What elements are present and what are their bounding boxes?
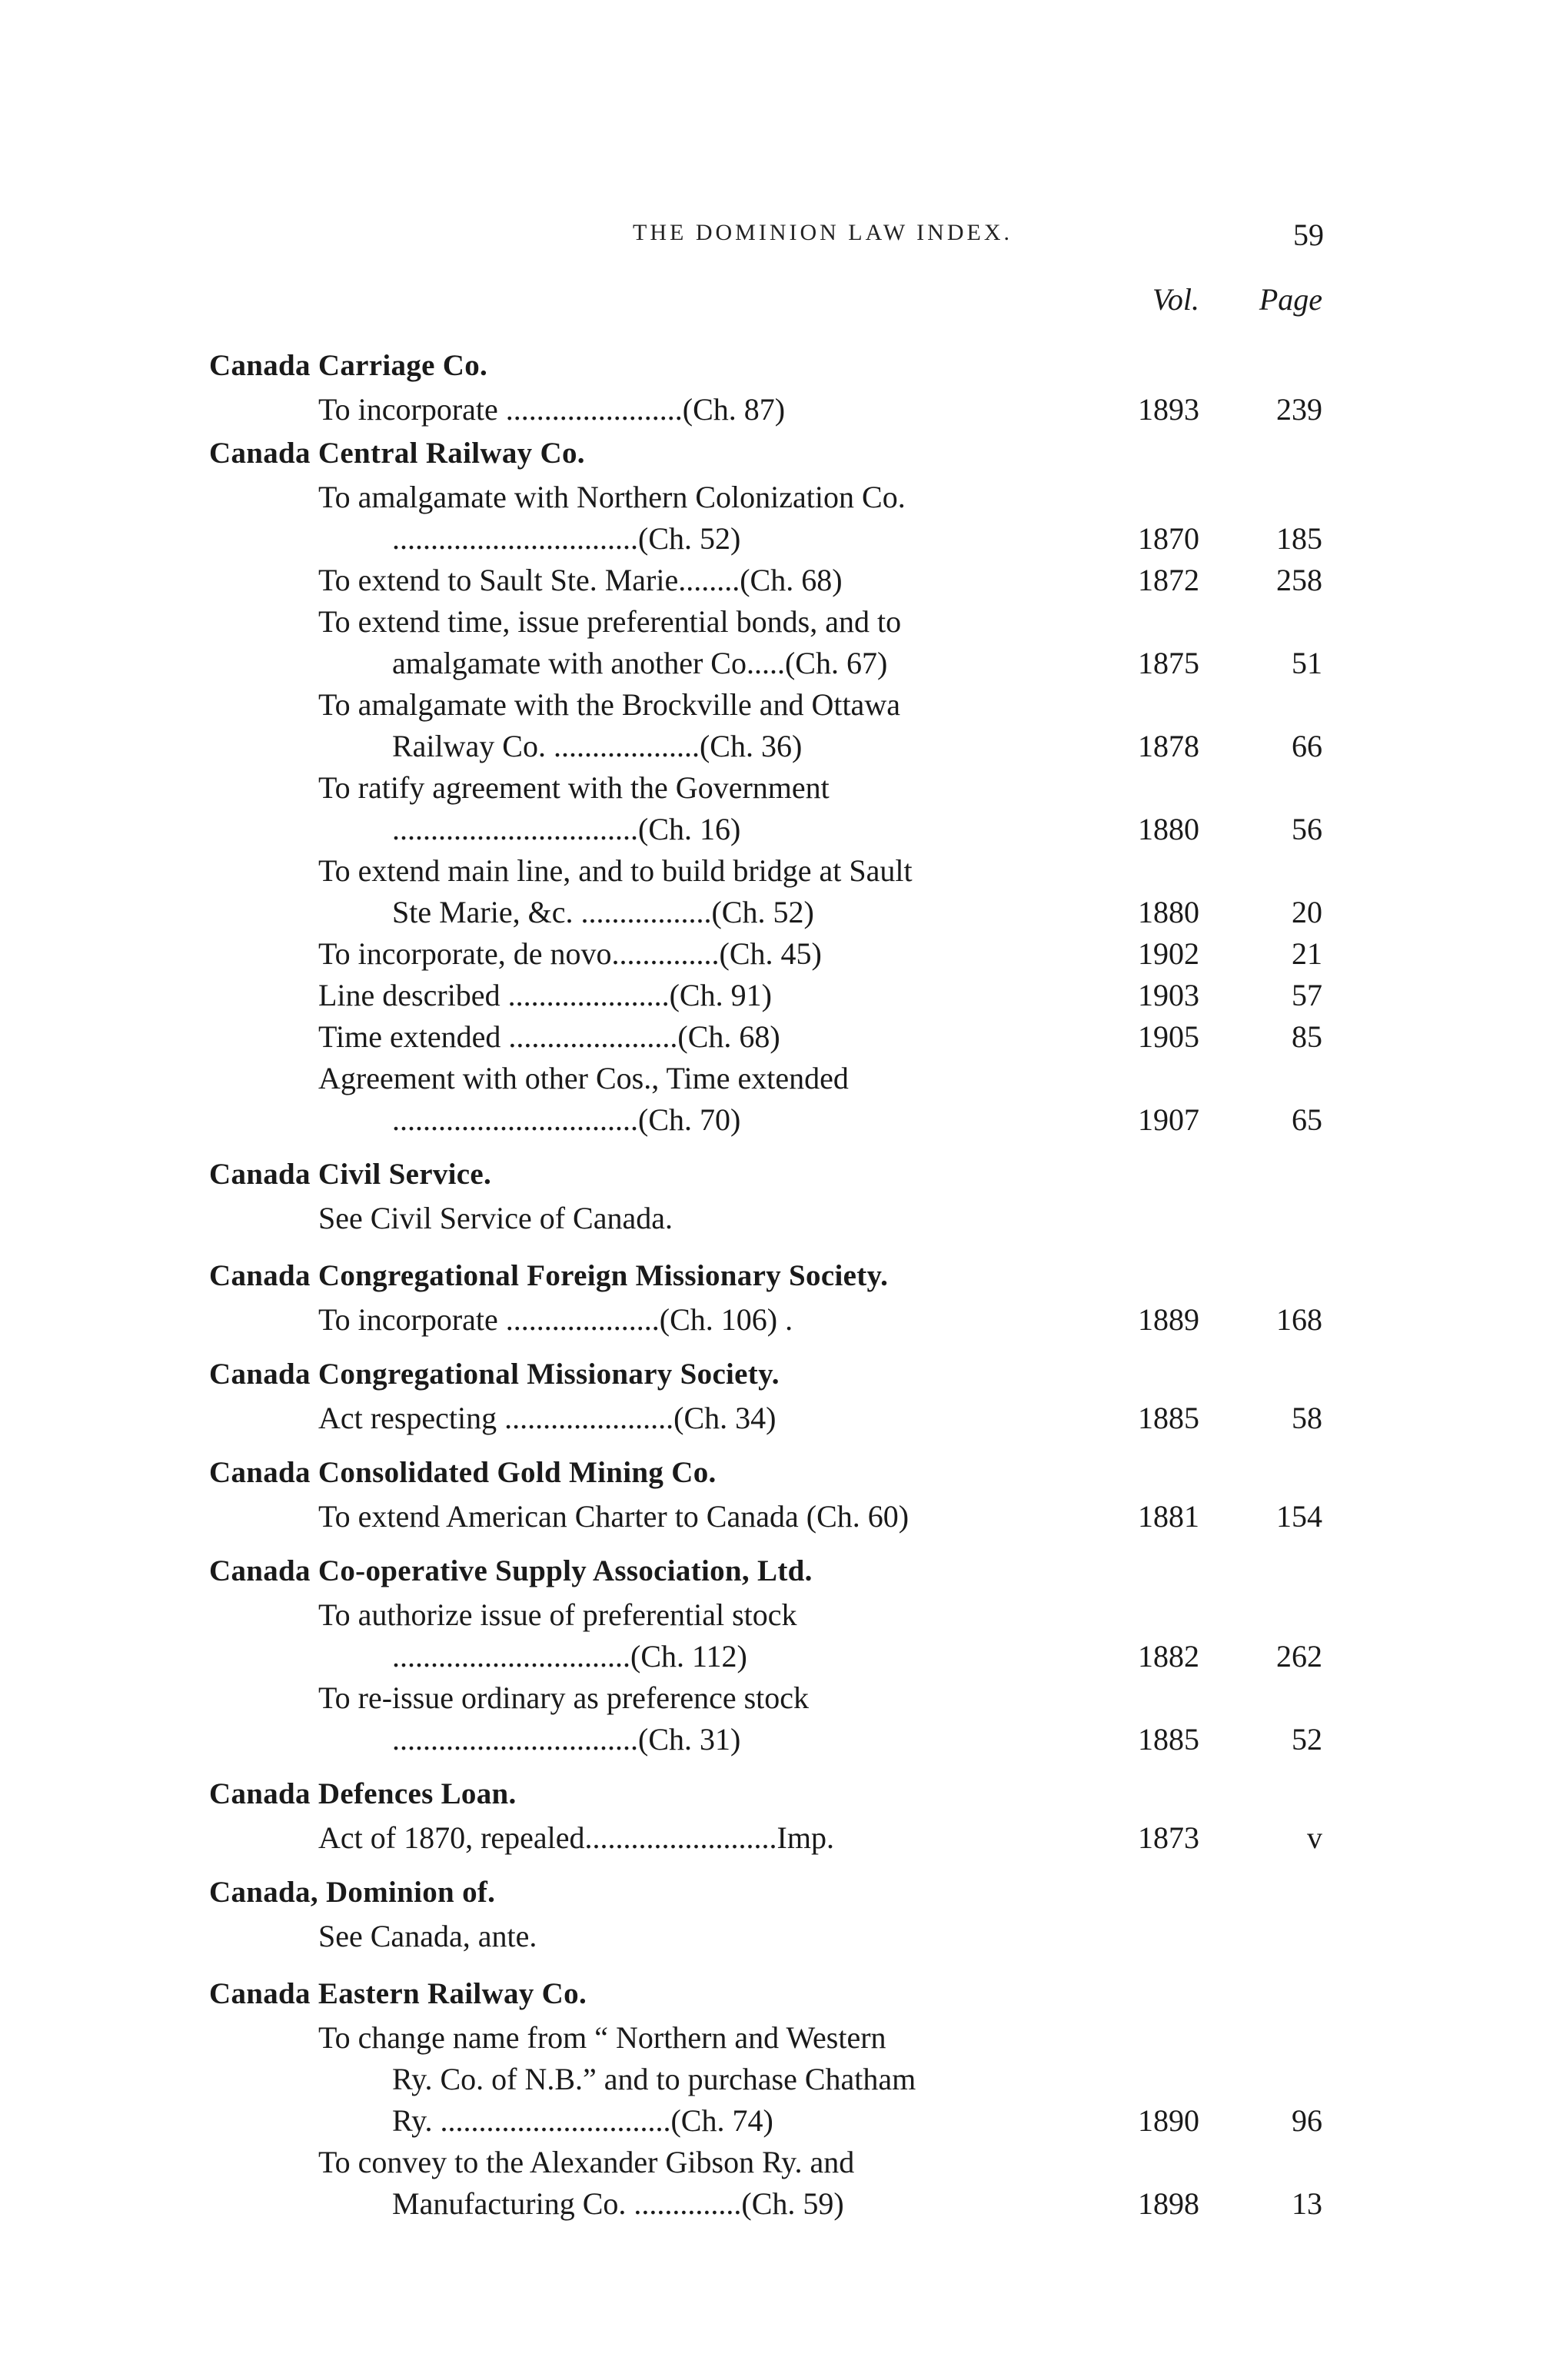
sub-entry bbox=[318, 560, 1322, 601]
page-reference: 51 bbox=[1292, 646, 1322, 680]
sub-entry-text: To ratify agreement with the Government bbox=[318, 770, 830, 805]
sub-entry bbox=[318, 477, 1322, 560]
sub-entry-text: To extend main line, and to build bridge at Sault bbox=[318, 853, 913, 888]
entry-heading: Canada Co-operative Supply Association, Ltd. bbox=[209, 1554, 813, 1587]
page-reference: 65 bbox=[1292, 1102, 1322, 1137]
sub-entry-continuation: Railway Co. ...................(Ch. 36) bbox=[392, 729, 803, 763]
sub-entry-text: To convey to the Alexander Gibson Ry. and bbox=[318, 2145, 855, 2179]
page-reference: 262 bbox=[1276, 1639, 1322, 1674]
sub-entry-text: Act respecting ......................(Ch. 34) bbox=[318, 1401, 776, 1435]
vol-number: 1893 bbox=[1138, 392, 1199, 427]
vol-number: 1907 bbox=[1138, 1102, 1199, 1137]
sub-entry-text: To re-issue ordinary as preference stock bbox=[318, 1680, 810, 1715]
sub-entry bbox=[318, 1594, 1322, 1677]
page-reference: 239 bbox=[1276, 392, 1322, 427]
entry-heading: Canada Congregational Missionary Society. bbox=[209, 1358, 780, 1391]
sub-entry-text: To extend time, issue preferential bonds, and to bbox=[318, 604, 902, 639]
page-reference: 66 bbox=[1292, 729, 1322, 763]
sub-entry-text: To extend to Sault Ste. Marie........(Ch. 68) bbox=[318, 563, 843, 597]
vol-number: 1885 bbox=[1138, 1401, 1199, 1435]
entry-heading: Canada Consolidated Gold Mining Co. bbox=[209, 1456, 717, 1489]
sub-entry bbox=[318, 767, 1322, 850]
sub-entry-text: Time extended ......................(Ch. 68) bbox=[318, 1019, 780, 1054]
sub-entry bbox=[318, 389, 1322, 430]
see-reference-text: See Civil Service of Canada. bbox=[318, 1201, 673, 1235]
page-number: 59 bbox=[1293, 218, 1324, 252]
page-reference: 20 bbox=[1292, 895, 1322, 929]
cross-reference bbox=[318, 1916, 1087, 1957]
page-reference: v bbox=[1307, 1820, 1322, 1855]
sub-entry bbox=[318, 850, 1322, 933]
sub-entry-text: Line described .....................(Ch. 91) bbox=[318, 978, 772, 1012]
index-entry bbox=[0, 343, 1553, 430]
vol-number: 1880 bbox=[1138, 812, 1199, 846]
sub-entry bbox=[318, 601, 1322, 684]
entry-heading: Canada Eastern Railway Co. bbox=[209, 1977, 587, 2010]
sub-entry bbox=[318, 1817, 1322, 1859]
entry-heading: Canada Defences Loan. bbox=[209, 1777, 517, 1810]
vol-number: 1902 bbox=[1138, 936, 1199, 971]
sub-entry bbox=[318, 933, 1322, 975]
page-reference: 57 bbox=[1292, 978, 1322, 1012]
vol-number: 1872 bbox=[1138, 563, 1199, 597]
sub-entry-text: To incorporate, de novo..............(Ch. 45) bbox=[318, 936, 822, 971]
entry-heading: Canada Carriage Co. bbox=[209, 349, 488, 382]
sub-entry bbox=[318, 2017, 1322, 2142]
sub-entry-text: To incorporate ....................(Ch. 106) . bbox=[318, 1302, 793, 1337]
page-reference: 185 bbox=[1276, 521, 1322, 556]
index-entry bbox=[0, 430, 1553, 1141]
sub-entry bbox=[318, 975, 1322, 1016]
sub-entry-text: To amalgamate with Northern Colonization Co. bbox=[318, 480, 906, 514]
index-entry bbox=[0, 1771, 1553, 1859]
entry-heading: Canada, Dominion of. bbox=[209, 1876, 496, 1909]
index-entry bbox=[0, 1351, 1553, 1439]
vol-number: 1878 bbox=[1138, 729, 1199, 763]
sub-entry-continuation: Ry. Co. of N.B.” and to purchase Chatham bbox=[392, 2062, 916, 2096]
vol-number: 1881 bbox=[1138, 1499, 1199, 1534]
cross-reference bbox=[318, 1198, 1087, 1239]
entry-heading: Canada Central Railway Co. bbox=[209, 437, 585, 470]
sub-entry-continuation: Ste Marie, &c. .................(Ch. 52) bbox=[392, 895, 814, 929]
sub-entry bbox=[318, 684, 1322, 767]
entry-heading: Canada Congregational Foreign Missionary Society. bbox=[209, 1259, 889, 1292]
sub-entry-text: Agreement with other Cos., Time extended bbox=[318, 1061, 849, 1095]
page-reference: 13 bbox=[1292, 2186, 1322, 2221]
sub-entry-continuation: ................................(Ch. 52) bbox=[392, 521, 741, 556]
index-entry bbox=[0, 1253, 1553, 1341]
vol-number: 1903 bbox=[1138, 978, 1199, 1012]
page-reference: 154 bbox=[1276, 1499, 1322, 1534]
page-reference: 85 bbox=[1292, 1019, 1322, 1054]
sub-entry bbox=[318, 1016, 1322, 1058]
page-reference: 168 bbox=[1276, 1302, 1322, 1337]
sub-entry-text: To authorize issue of preferential stock bbox=[318, 1597, 797, 1632]
vol-number: 1898 bbox=[1138, 2186, 1199, 2221]
vol-number: 1873 bbox=[1138, 1820, 1199, 1855]
sub-entry-continuation: ...............................(Ch. 112) bbox=[392, 1639, 747, 1674]
page-column-header: Page bbox=[1259, 282, 1322, 317]
sub-entry bbox=[318, 1299, 1322, 1341]
page-reference: 58 bbox=[1292, 1401, 1322, 1435]
vol-number: 1890 bbox=[1138, 2103, 1199, 2138]
vol-number: 1885 bbox=[1138, 1722, 1199, 1757]
sub-entry bbox=[318, 1677, 1322, 1760]
sub-entry-continuation: ................................(Ch. 16) bbox=[392, 812, 741, 846]
vol-column-header: Vol. bbox=[1152, 282, 1199, 317]
sub-entry-continuation: ................................(Ch. 70) bbox=[392, 1102, 741, 1137]
page-reference: 56 bbox=[1292, 812, 1322, 846]
page-reference: 52 bbox=[1292, 1722, 1322, 1757]
sub-entry bbox=[318, 1496, 1322, 1537]
index-entry bbox=[0, 1548, 1553, 1760]
sub-entry-text: To incorporate .......................(Ch. 87) bbox=[318, 392, 786, 427]
index-body bbox=[0, 343, 1553, 2225]
sub-entry-continuation: Manufacturing Co. ..............(Ch. 59) bbox=[392, 2186, 844, 2221]
sub-entry bbox=[318, 1398, 1322, 1439]
sub-entry-text: To change name from “ Northern and Western bbox=[318, 2020, 886, 2055]
sub-entry bbox=[318, 1058, 1322, 1141]
vol-number: 1875 bbox=[1138, 646, 1199, 680]
vol-number: 1870 bbox=[1138, 521, 1199, 556]
index-entry bbox=[0, 1450, 1553, 1537]
page-reference: 21 bbox=[1292, 936, 1322, 971]
index-entry bbox=[0, 1971, 1553, 2225]
sub-entry-continuation: Ry. ..............................(Ch. 74) bbox=[392, 2103, 773, 2138]
entry-heading: Canada Civil Service. bbox=[209, 1158, 492, 1191]
vol-number: 1882 bbox=[1138, 1639, 1199, 1674]
sub-entry-continuation: amalgamate with another Co.....(Ch. 67) bbox=[392, 646, 888, 680]
page-reference: 96 bbox=[1292, 2103, 1322, 2138]
vol-number: 1889 bbox=[1138, 1302, 1199, 1337]
page-reference: 258 bbox=[1276, 563, 1322, 597]
running-head: THE DOMINION LAW INDEX. bbox=[633, 220, 1013, 245]
sub-entry-text: To amalgamate with the Brockville and Ottawa bbox=[318, 687, 900, 722]
see-reference-text: See Canada, ante. bbox=[318, 1919, 537, 1953]
index-entry bbox=[0, 1870, 1553, 1957]
vol-number: 1905 bbox=[1138, 1019, 1199, 1054]
sub-entry-continuation: ................................(Ch. 31) bbox=[392, 1722, 741, 1757]
sub-entry-text: Act of 1870, repealed.........................Imp. bbox=[318, 1820, 834, 1855]
vol-number: 1880 bbox=[1138, 895, 1199, 929]
index-entry bbox=[0, 1152, 1553, 1239]
sub-entry bbox=[318, 2142, 1322, 2225]
sub-entry-text: To extend American Charter to Canada (Ch. 60) bbox=[318, 1499, 910, 1534]
